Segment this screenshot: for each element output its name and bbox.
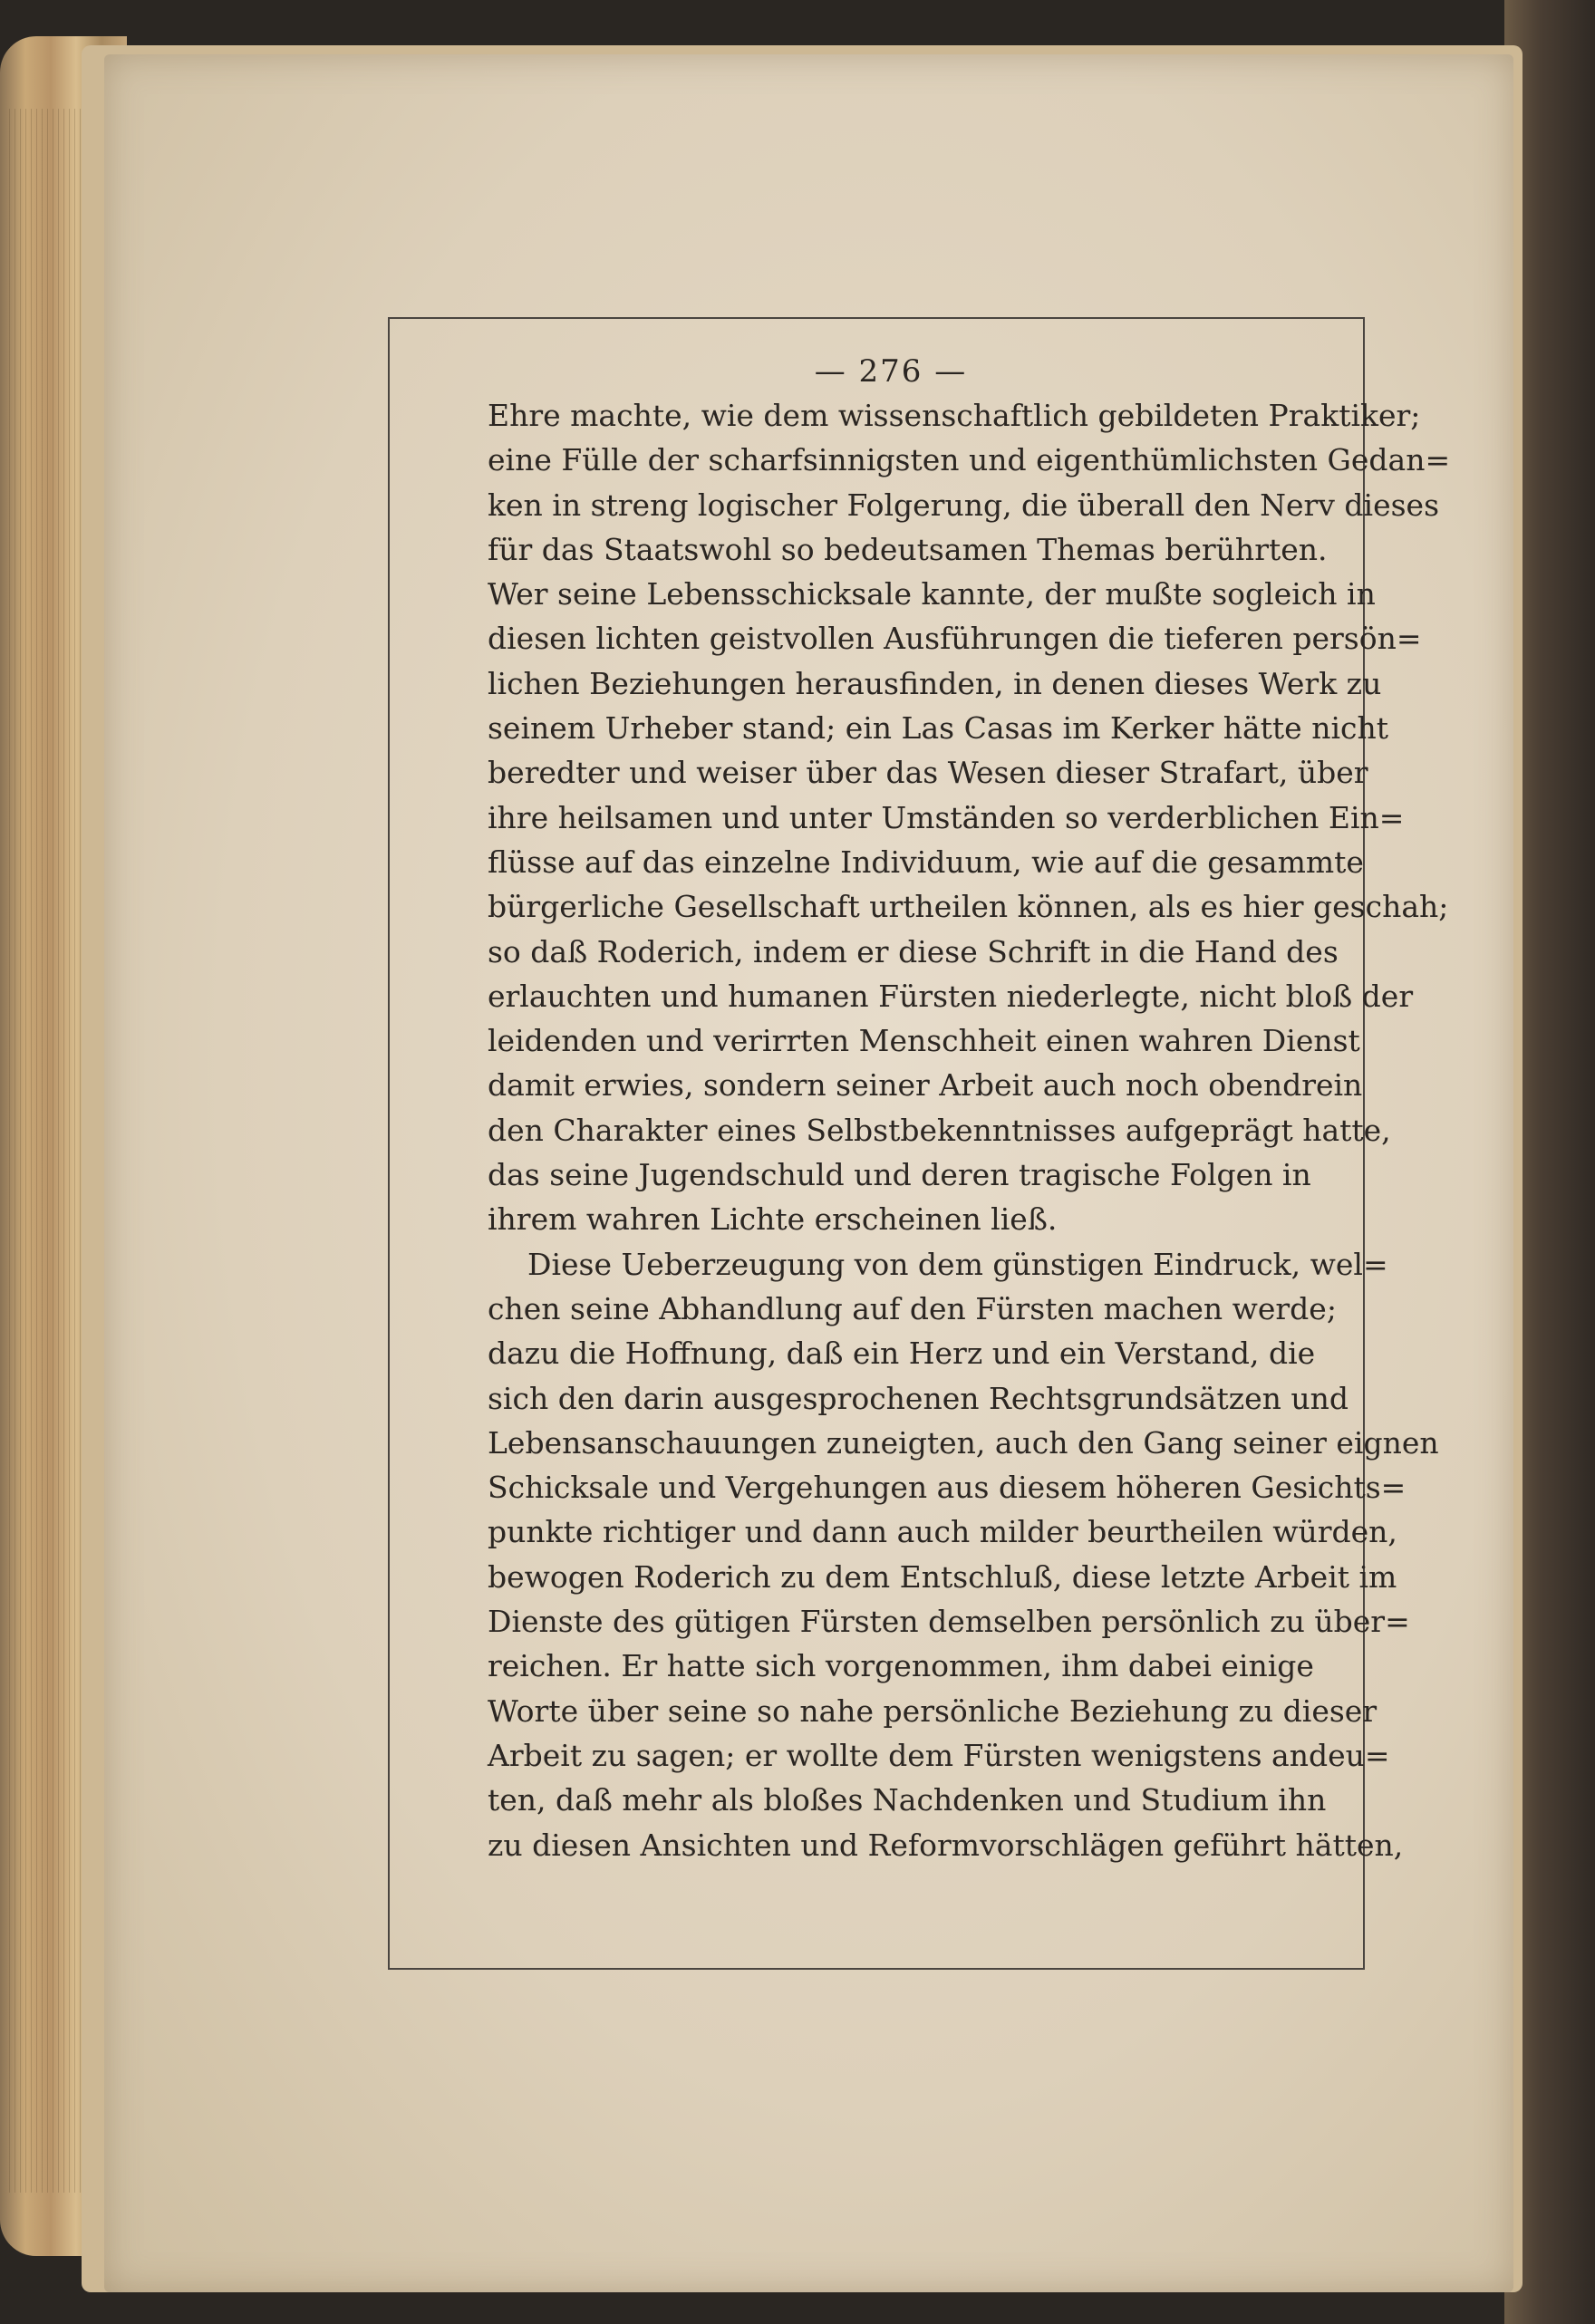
text-line: damit erwies, sondern seiner Arbeit auch noch obendrein xyxy=(488,1067,1363,1104)
text-line: zu diesen Ansichten und Reformvorschlägen geführt hätten, xyxy=(488,1827,1404,1863)
page-text xyxy=(488,350,1451,1867)
text-line: ken in streng logischer Folgerung, die überall den Nerv dieses xyxy=(488,487,1440,523)
text-line: flüsse auf das einzelne Individuum, wie auf die gesammte xyxy=(488,844,1364,880)
text-line: ihre heilsamen und unter Umständen so verderblichen Ein= xyxy=(488,799,1405,835)
text-line: leidenden und verirrten Menschheit einen wahren Dienst xyxy=(488,1023,1360,1059)
text-line: Schicksale und Vergehungen aus diesem höheren Gesichts= xyxy=(488,1470,1406,1506)
text-line: ihrem wahren Lichte erscheinen ließ. xyxy=(488,1201,1058,1238)
text-line: sich den darin ausgesprochenen Rechtsgrundsätzen und xyxy=(488,1380,1348,1416)
text-line: seinem Urheber stand; ein Las Casas im Kerker hätte nicht xyxy=(488,710,1388,747)
text-line: Dienste des gütigen Fürsten demselben persönlich zu über= xyxy=(488,1604,1410,1640)
text-line: Arbeit zu sagen; er wollte dem Fürsten wenigstens andeu= xyxy=(488,1737,1390,1773)
text-line: das seine Jugendschuld und deren tragische Folgen in xyxy=(488,1157,1311,1193)
text-line: eine Fülle der scharfsinnigsten und eigenthümlichsten Gedan= xyxy=(488,442,1451,478)
text-line: chen seine Abhandlung auf den Fürsten machen werde; xyxy=(488,1290,1337,1326)
text-line: bewogen Roderich zu dem Entschluß, diese letzte Arbeit im xyxy=(488,1558,1397,1595)
paragraph-start-line: Diese Ueberzeugung von dem günstigen Eindruck, wel= xyxy=(527,1246,1388,1282)
text-line: lichen Beziehungen herausfinden, in denen dieses Werk zu xyxy=(488,665,1382,701)
text-line: reichen. Er hatte sich vorgenommen, ihm dabei einige xyxy=(488,1648,1314,1684)
text-line: Wer seine Lebensschicksale kannte, der mußte sogleich in xyxy=(488,576,1376,612)
text-line: für das Staatswohl so bedeutsamen Themas berührten. xyxy=(488,531,1328,567)
text-line: dazu die Hoffnung, daß ein Herz und ein Verstand, die xyxy=(488,1336,1316,1372)
text-line: erlauchten und humanen Fürsten niederlegte, nicht bloß der xyxy=(488,978,1414,1014)
text-line: Worte über seine so nahe persönliche Beziehung zu dieser xyxy=(488,1692,1378,1729)
text-line: ten, daß mehr als bloßes Nachdenken und Studium ihn xyxy=(488,1782,1327,1818)
text-line: bürgerliche Gesellschaft urtheilen können, als es hier geschah; xyxy=(488,889,1449,925)
text-line: beredter und weiser über das Wesen dieser Strafart, über xyxy=(488,755,1368,791)
text-line: Lebensanschauungen zuneigten, auch den Gang seiner eignen xyxy=(488,1424,1439,1461)
text-line: so daß Roderich, indem er diese Schrift in die Hand des xyxy=(488,933,1339,969)
text-line: punkte richtiger und dann auch milder beurtheilen würden, xyxy=(488,1514,1397,1550)
text-line: diesen lichten geistvollen Ausführungen die tieferen persön= xyxy=(488,621,1422,657)
page-number: — 276 — xyxy=(814,353,968,390)
text-line: den Charakter eines Selbstbekenntnisses aufgeprägt hatte, xyxy=(488,1112,1391,1148)
text-line: Ehre machte, wie dem wissenschaftlich gebildeten Praktiker; xyxy=(488,398,1421,433)
